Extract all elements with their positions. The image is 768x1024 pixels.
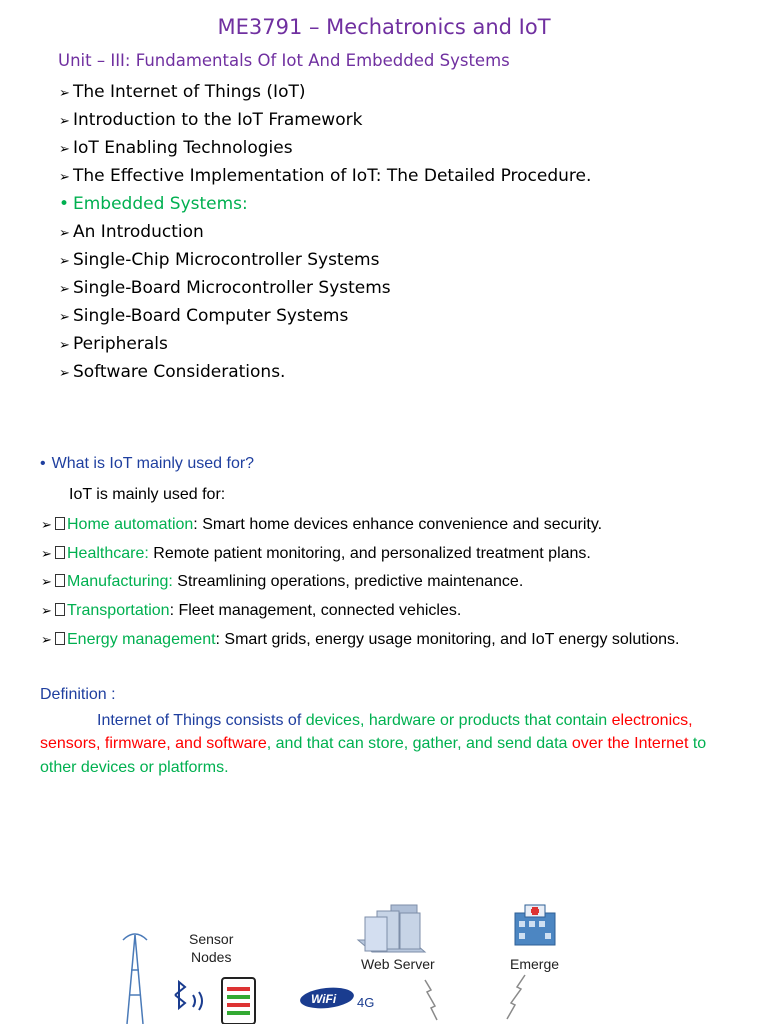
web-server-label: Web Server [361,956,435,972]
arrow-bullet-icon: ➢ [41,631,52,647]
topic-item: ➢ Peripherals [59,330,591,358]
topic-item: ➢ The Effective Implementation of IoT: The Detailed Procedure. [59,162,591,190]
sensor-label: Sensor [189,931,234,947]
definition-body: Internet of Things consists of devices, hardware or products that contain electronics, sensors, firmware, and software, and that can store, gather, and send data over the Internet to other devices or platforms. [40,712,707,776]
arrow-bullet-icon: ➢ [59,226,70,241]
antenna-tower-icon [123,934,147,1024]
arrow-bullet-icon: ➢ [59,254,70,269]
wireless-link-icon [425,975,525,1020]
topic-item: ➢ Single-Chip Microcontroller Systems [59,246,591,274]
missing-glyph-icon [55,546,65,559]
nodes-label: Nodes [191,949,232,965]
missing-glyph-icon [55,574,65,587]
topic-item: ➢ An Introduction [59,218,591,246]
arrow-bullet-icon: ➢ [59,338,70,353]
definition-label: Definition : [40,686,116,703]
arrow-bullet-icon: ➢ [59,86,70,101]
embedded-heading: • Embedded Systems: [59,190,591,218]
arrow-bullet-icon: ➢ [59,366,70,381]
topic-item: ➢ IoT Enabling Technologies [59,134,591,162]
use-item: ➢ Energy management: Smart grids, energy usage monitoring, and IoT energy solutions. [41,626,680,655]
used-intro: IoT is mainly used for: [69,486,226,503]
svg-text:WiFi: WiFi [311,992,337,1006]
arrow-bullet-icon: ➢ [41,517,52,532]
hospital-icon [515,905,555,945]
arrow-bullet-icon: ➢ [59,114,70,129]
topic-item: ➢ Software Considerations. [59,358,591,386]
arrow-bullet-icon: ➢ [59,142,70,157]
arrow-bullet-icon: ➢ [59,282,70,297]
dot-bullet-icon: • [59,194,70,214]
page-title: ME3791 – Mechatronics and IoT [217,15,551,39]
arrow-bullet-icon: ➢ [41,574,52,590]
missing-glyph-icon [55,632,65,645]
arrow-bullet-icon: ➢ [41,545,52,561]
question-heading: • What is IoT mainly used for? [40,455,255,472]
unit-heading: Unit – III: Fundamentals Of Iot And Embedded Systems [58,51,510,70]
arrow-bullet-icon: ➢ [59,170,70,185]
sensor-node-icon [222,978,255,1024]
uses-list [41,511,680,654]
missing-glyph-icon [55,517,65,530]
missing-glyph-icon [55,603,65,616]
use-item: ➢ Healthcare: Remote patient monitoring, and personalized treatment plans. [41,540,680,569]
wifi-icon [299,985,374,1011]
arrow-bullet-icon: ➢ [59,310,70,325]
emergency-label: Emerge [510,956,560,972]
iot-diagram [115,895,585,1024]
bluetooth-icon [175,982,202,1010]
topic-item: ➢ The Internet of Things (IoT) [59,78,591,106]
use-item: ➢ Manufacturing: Streamlining operations, predictive maintenance. [41,568,680,597]
topic-list [59,78,591,386]
topic-item: ➢ Single-Board Microcontroller Systems [59,274,591,302]
svg-text:4G: 4G [357,995,375,1010]
dot-bullet-icon: • [40,455,46,472]
topic-item: ➢ Single-Board Computer Systems [59,302,591,330]
use-item: ➢ Home automation: Smart home devices enhance convenience and security. [41,511,680,540]
web-server-icon [358,905,425,952]
arrow-bullet-icon: ➢ [41,603,52,619]
use-item: ➢ Transportation: Fleet management, connected vehicles. [41,597,680,626]
topic-item: ➢ Introduction to the IoT Framework [59,106,591,134]
